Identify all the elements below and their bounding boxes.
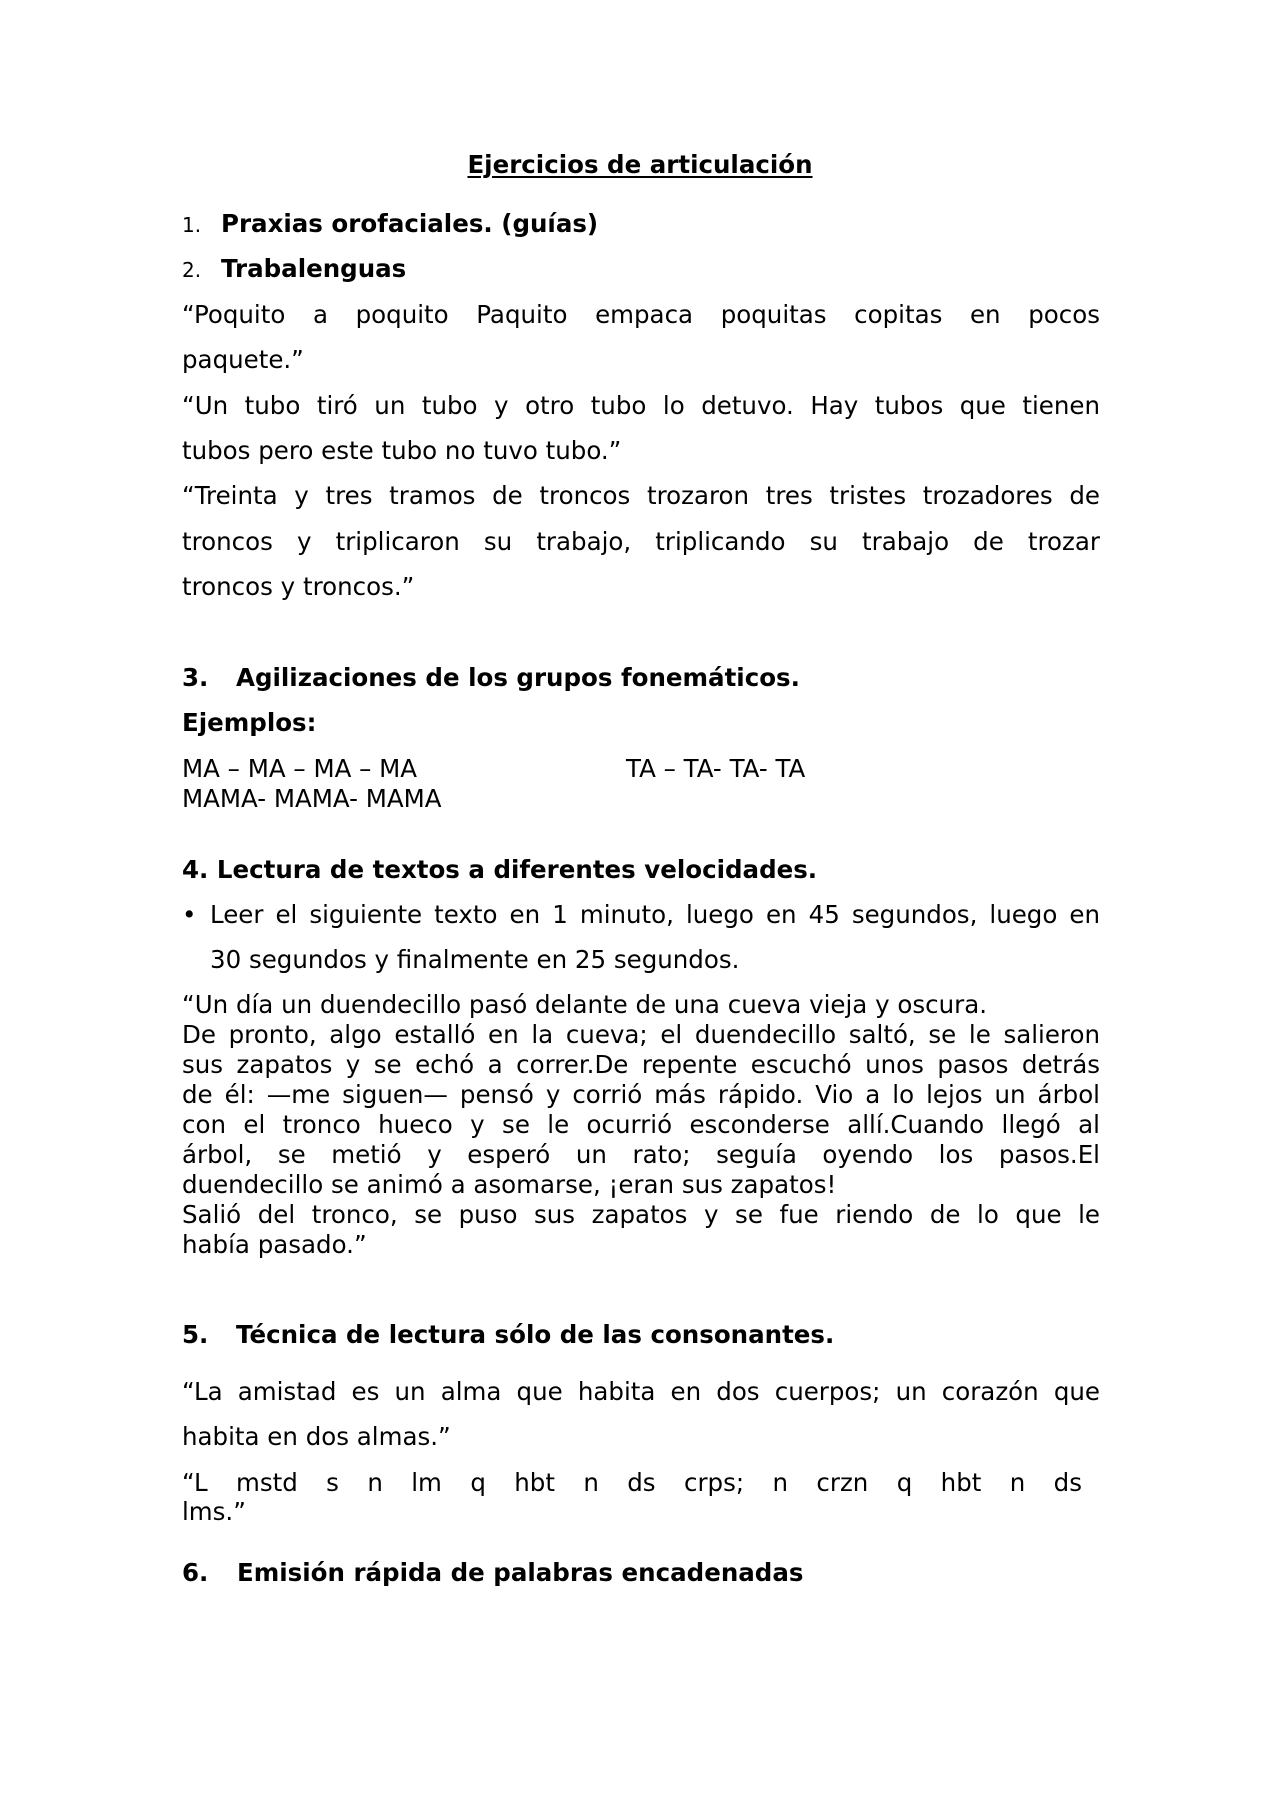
story-line: de él: —me siguen— pensó y corrió más rápido. Vio a lo lejos un árbol xyxy=(182,1080,1100,1109)
section-2-number: 2. xyxy=(182,258,202,282)
page-title: Ejercicios de articulación xyxy=(467,150,813,179)
section-1-heading: Praxias orofaciales. (guías) xyxy=(221,209,599,238)
instruction-line: Leer el siguiente texto en 1 minuto, luego en 45 segundos, luego en xyxy=(210,900,1100,929)
story-line: con el tronco hueco y se le ocurrió esconderse allí.Cuando llegó al xyxy=(182,1110,1100,1139)
bullet-marker: • xyxy=(182,900,197,929)
tongue-twister-line: troncos y triplicaron su trabajo, triplicando su trabajo de trozar xyxy=(182,527,1100,556)
section-2-heading: Trabalenguas xyxy=(221,254,407,283)
story-line: Salió del tronco, se puso sus zapatos y se fue riendo de lo que le xyxy=(182,1200,1100,1229)
section-5-number: 5. xyxy=(182,1320,209,1349)
story-line: había pasado.” xyxy=(182,1230,367,1259)
tongue-twister-line: troncos y troncos.” xyxy=(182,572,415,601)
section-5-heading: Técnica de lectura sólo de las consonantes. xyxy=(236,1320,835,1349)
section-6-number: 6. xyxy=(182,1558,209,1587)
section-1-number: 1. xyxy=(182,213,202,237)
tongue-twister-line: paquete.” xyxy=(182,345,304,374)
section-3-number: 3. xyxy=(182,663,209,692)
story-line: árbol, se metió y esperó un rato; seguía oyendo los pasos.El xyxy=(182,1140,1100,1169)
section-4-heading: 4. Lectura de textos a diferentes velocidades. xyxy=(182,855,818,884)
story-line: duendecillo se animó a asomarse, ¡eran sus zapatos! xyxy=(182,1170,837,1199)
tongue-twister-line: “Un tubo tiró un tubo y otro tubo lo detuvo. Hay tubos que tienen xyxy=(182,391,1100,420)
story-line: sus zapatos y se echó a correr.De repente escuchó unos pasos detrás xyxy=(182,1050,1100,1079)
tongue-twister-line: tubos pero este tubo no tuvo tubo.” xyxy=(182,436,622,465)
consonants-line: “L mstd s n lm q hbt n ds crps; n crzn q hbt n ds lms.” xyxy=(182,1468,1082,1526)
example-syllables: MAMA- MAMA- MAMA xyxy=(182,784,442,813)
story-line: De pronto, algo estalló en la cueva; el duendecillo saltó, se le salieron xyxy=(182,1020,1100,1049)
example-syllables: MA – MA – MA – MA xyxy=(182,754,418,783)
section-6-heading: Emisión rápida de palabras encadenadas xyxy=(237,1558,804,1587)
examples-label: Ejemplos: xyxy=(182,708,317,737)
example-syllables: TA – TA- TA- TA xyxy=(626,754,806,783)
quote-line: habita en dos almas.” xyxy=(182,1422,451,1451)
tongue-twister-line: “Poquito a poquito Paquito empaca poquitas copitas en pocos xyxy=(182,300,1100,329)
instruction-line: 30 segundos y finalmente en 25 segundos. xyxy=(210,945,740,974)
quote-line: “La amistad es un alma que habita en dos cuerpos; un corazón que xyxy=(182,1377,1100,1406)
section-3-heading: Agilizaciones de los grupos fonemáticos. xyxy=(236,663,800,692)
tongue-twister-line: “Treinta y tres tramos de troncos trozaron tres tristes trozadores de xyxy=(182,481,1100,510)
story-line: “Un día un duendecillo pasó delante de una cueva vieja y oscura. xyxy=(182,990,988,1019)
